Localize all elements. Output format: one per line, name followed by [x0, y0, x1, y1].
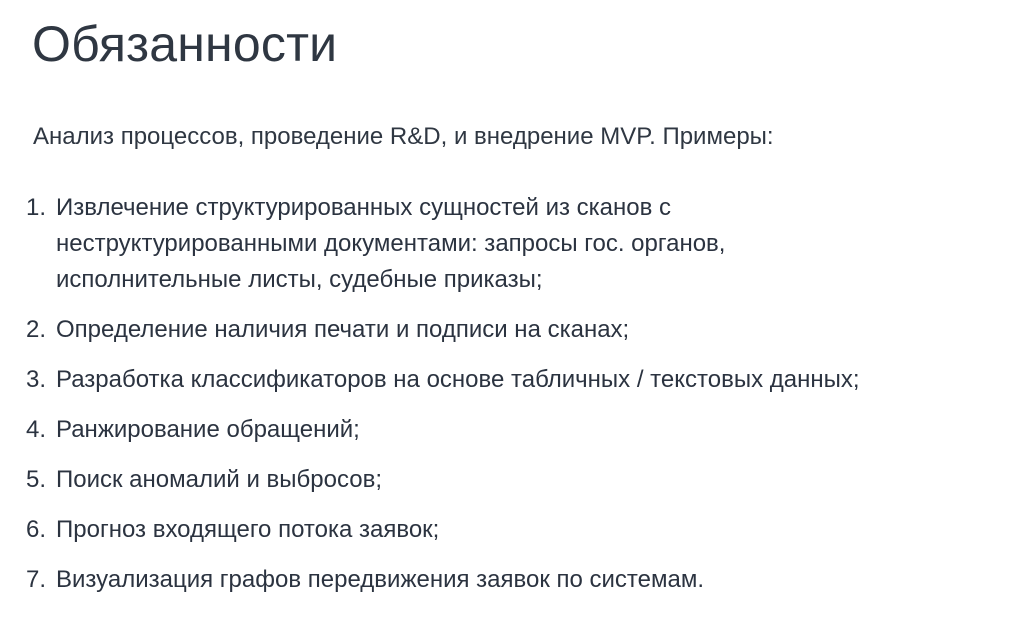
list-item-number: 7.	[26, 566, 47, 593]
list-item-number: 6.	[26, 516, 47, 543]
list-item	[26, 362, 1016, 398]
list-item-text: Извлечение структурированных сущностей из сканов с неструктурированными документами: запросы гос. органов, исполнительные листы, судебные приказы;	[56, 194, 726, 293]
list-item-number: 3.	[26, 366, 47, 393]
page-title: Обязанности	[32, 16, 338, 72]
list-item-text: Визуализация графов передвижения заявок по системам.	[56, 566, 705, 593]
list-item-number: 5.	[26, 466, 47, 493]
list-item-number: 1.	[26, 194, 47, 221]
list-item	[26, 462, 1016, 498]
list-item-text: Определение наличия печати и подписи на сканах;	[56, 316, 630, 343]
list-item	[26, 412, 1016, 448]
list-item-number: 2.	[26, 316, 47, 343]
list-item-number: 4.	[26, 416, 47, 443]
list-item-text: Поиск аномалий и выбросов;	[56, 466, 383, 493]
list-item	[26, 562, 1016, 598]
list-item-text: Разработка классификаторов на основе табличных / текстовых данных;	[56, 366, 860, 393]
list-item	[26, 512, 1016, 548]
list-item-text: Ранжирование обращений;	[56, 416, 360, 443]
duties-list	[26, 190, 1016, 598]
list-item	[26, 190, 1016, 298]
intro-text: Анализ процессов, проведение R&D, и внедрение MVP. Примеры:	[33, 123, 774, 150]
list-item	[26, 312, 1016, 348]
list-item-text: Прогноз входящего потока заявок;	[56, 516, 440, 543]
